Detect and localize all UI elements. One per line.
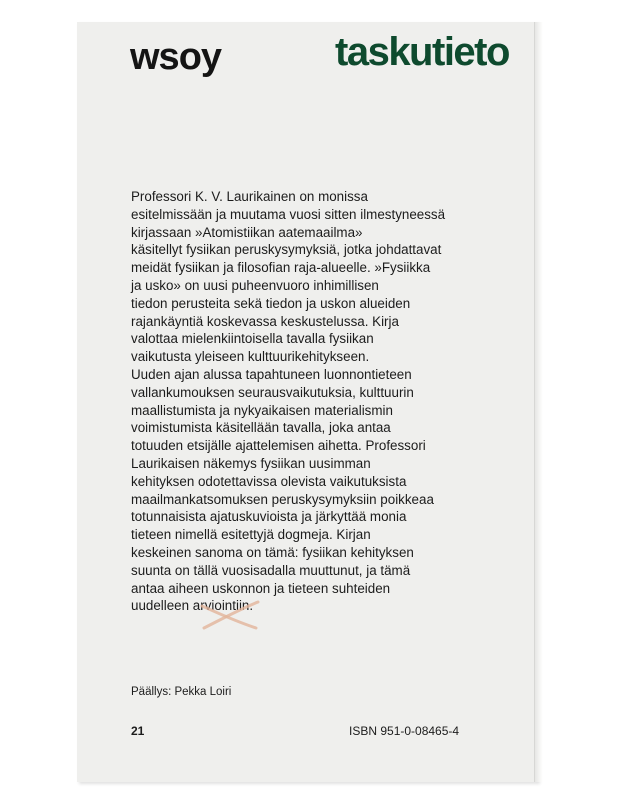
blurb-line: keskeinen sanoma on tämä: fysiikan kehityksen [131, 544, 414, 560]
blurb-line: Laurikaisen näkemys fysiikan uusimman [131, 455, 371, 471]
blurb-line: uudelleen arviointiin. [131, 598, 254, 614]
blurb-line: käsitellyt fysiikan peruskysymyksiä, jotka johdattavat [131, 242, 442, 258]
blurb-line: rajankäyntiä koskevassa keskustelussa. Kirja [131, 313, 399, 329]
blurb-line: kehityksen odotettavissa olevista vaikutuksista [131, 473, 407, 489]
blurb-line: antaa aiheen uskonnon ja tieteen suhteiden [131, 580, 391, 596]
blurb-line: vaikutusta yleiseen kulttuurikehitykseen. [131, 349, 370, 365]
blurb-line: tieteen nimellä esitettyjä dogmeja. Kirjan [131, 527, 371, 543]
blurb-line: totunnaisista ajatuskuvioista ja järkyttää monia [131, 509, 407, 525]
blurb-line: meidät fysiikan ja filosofian raja-alueelle. »Fysiikka [131, 260, 431, 276]
blurb-line: maallistumista ja nykyaikaisen materialismin [131, 402, 393, 418]
blurb-line: kirjassaan »Atomistiikan aatemaailma» [131, 224, 363, 240]
blurb-line: maailmankatsomuksen peruskysymyksiin poikkeaa [131, 491, 434, 507]
blurb-line: vallankumouksen seurausvaikutuksia, kulttuurin [131, 384, 414, 400]
publisher-logo: wsoy [130, 36, 222, 78]
blurb-line: voimistumista käsitellään tavalla, joka antaa [131, 420, 391, 436]
blurb-text [131, 188, 501, 615]
series-number: 21 [131, 724, 145, 738]
series-logo: taskutieto [335, 30, 509, 74]
blurb-line: Professori K. V. Laurikainen on monissa [131, 189, 368, 204]
isbn: ISBN 951-0-08465-4 [349, 724, 460, 738]
page-edge [534, 22, 543, 782]
cover-credit: Päällys: Pekka Loiri [131, 686, 232, 698]
blurb-line: totuuden etsijälle ajattelemisen aihetta. Professori [131, 438, 426, 454]
blurb-line: esitelmissään ja muutama vuosi sitten ilmestyneessä [131, 206, 446, 222]
blurb-line: tiedon perusteita sekä tiedon ja uskon alueiden [131, 295, 411, 311]
blurb-line: ja usko» on uusi puheenvuoro inhimillisen [131, 277, 379, 293]
blurb-line: valottaa mielenkiintoisella tavalla fysiikan [131, 331, 374, 347]
blurb-line: suunta on tällä vuosisadalla muuttunut, ja tämä [131, 562, 411, 578]
pencil-x-mark [198, 598, 260, 632]
blurb-line: Uuden ajan alussa tapahtuneen luonnontieteen [131, 366, 412, 382]
